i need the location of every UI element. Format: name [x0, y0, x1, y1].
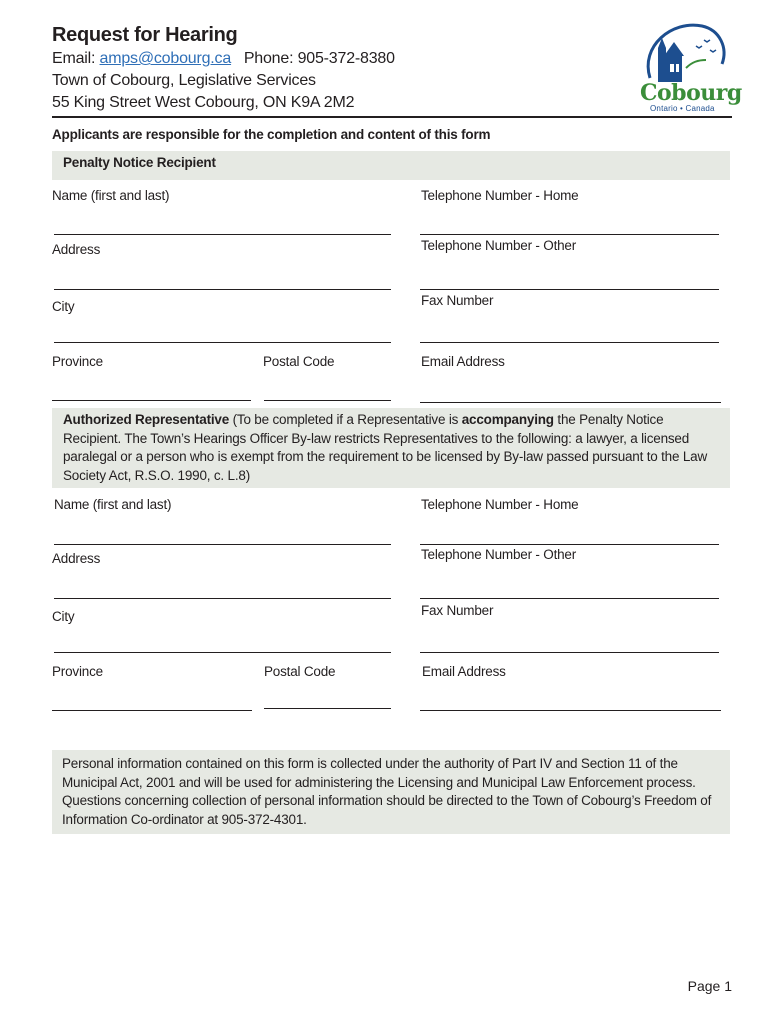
recipient-city-field[interactable] [54, 342, 391, 343]
recipient-tel-other-field[interactable] [420, 289, 719, 290]
rep-tel-home-label: Telephone Number - Home [421, 497, 579, 512]
phone-text: Phone: 905-372-8380 [243, 50, 395, 67]
recipient-address-field[interactable] [54, 289, 391, 290]
rep-tel-other-label: Telephone Number - Other [421, 547, 577, 562]
representative-section-title: Authorized Representative [63, 412, 230, 427]
rep-address-label: Address [52, 551, 101, 566]
rep-name-label: Name (first and last) [54, 497, 172, 512]
recipient-province-label: Province [52, 354, 103, 369]
recipient-email-label: Email Address [421, 354, 505, 369]
recipient-tel-other-label: Telephone Number - Other [421, 238, 577, 253]
contact-line [52, 49, 395, 69]
representative-desc-part1: (To be completed if a Representative is [229, 412, 462, 427]
recipient-tel-home-field[interactable] [420, 234, 719, 235]
email-label: Email: [52, 50, 96, 67]
recipient-postal-label: Postal Code [263, 354, 335, 369]
email-link[interactable]: amps@cobourg.ca [99, 50, 232, 67]
rep-name-field[interactable] [54, 544, 391, 545]
rep-fax-label: Fax Number [421, 603, 494, 618]
rep-postal-field[interactable] [264, 708, 391, 709]
recipient-postal-field[interactable] [264, 400, 391, 401]
representative-section-header [52, 408, 730, 488]
recipient-tel-home-label: Telephone Number - Home [421, 188, 579, 203]
recipient-city-label: City [52, 299, 75, 314]
rep-city-field[interactable] [54, 652, 391, 653]
recipient-fax-label: Fax Number [421, 293, 494, 308]
cobourg-logo [636, 20, 742, 116]
header-divider [52, 116, 732, 118]
responsibility-notice: Applicants are responsible for the completion and content of this form [52, 127, 491, 142]
rep-tel-other-field[interactable] [420, 598, 719, 599]
rep-fax-field[interactable] [420, 652, 719, 653]
privacy-notice-text: Personal information contained on this form is collected under the authority of Part IV and Section 11 of the Municipal Act, 2001 and will be used for administering the Licensing and Municipal Law Enforcement process. Questions concerning collection of personal information should be directed to the Town of Cobourg’s Freedom of Information Co-ordinator at 905-372-4301. [62, 756, 712, 827]
recipient-address-label: Address [52, 242, 101, 257]
privacy-notice-box [52, 750, 730, 834]
logo-name: Cobourg [640, 80, 742, 106]
rep-postal-label: Postal Code [264, 664, 336, 679]
logo-tagline: Ontario • Canada [650, 104, 715, 113]
rep-city-label: City [52, 609, 75, 624]
recipient-name-label: Name (first and last) [52, 188, 170, 203]
org-address: 55 King Street West Cobourg, ON K9A 2M2 [52, 94, 355, 111]
recipient-section-header [52, 151, 730, 180]
rep-province-field[interactable] [52, 710, 252, 711]
recipient-email-field[interactable] [420, 402, 721, 403]
rep-email-label: Email Address [422, 664, 506, 679]
recipient-section-title: Penalty Notice Recipient [63, 155, 216, 170]
org-name: Town of Cobourg, Legislative Services [52, 72, 316, 89]
recipient-province-field[interactable] [52, 400, 251, 401]
rep-tel-home-field[interactable] [420, 544, 719, 545]
rep-province-label: Province [52, 664, 103, 679]
rep-address-field[interactable] [54, 598, 391, 599]
representative-section-text [63, 411, 713, 485]
representative-desc-part2: the Penalty Notice Recipient. The Town’s Hearings Officer By-law restricts Representatives to the following: a lawyer, a licensed paralegal or a person who is exempt from the requirement to be licensed by By-law passed pursuant to the Law Society Act, R.S.O. 1990, c. L.8) [63, 412, 708, 483]
recipient-fax-field[interactable] [420, 342, 719, 343]
rep-email-field[interactable] [420, 710, 721, 711]
representative-desc-emphasis: accompanying [461, 412, 554, 427]
recipient-name-field[interactable] [54, 234, 391, 235]
page-title: Request for Hearing [52, 24, 238, 46]
page-number: Page 1 [687, 978, 732, 994]
